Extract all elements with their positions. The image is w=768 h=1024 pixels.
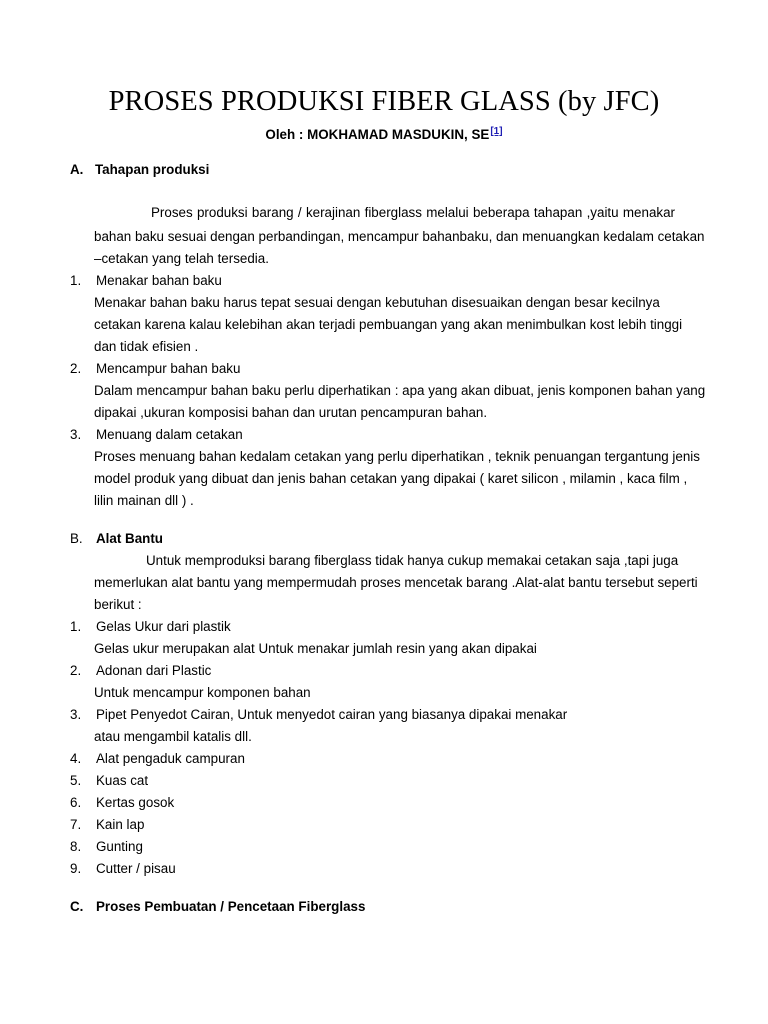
section-c-heading: Proses Pembuatan / Pencetaan Fiberglass [96, 899, 366, 914]
author-name: Oleh : MOKHAMAD MASDUKIN, SE [265, 127, 490, 142]
list-item-title: Alat pengaduk campuran [96, 751, 245, 766]
section-c-marker: C. [70, 899, 84, 914]
list-item-title: Gunting [96, 839, 143, 854]
section-a-intro-line-2: bahan baku sesuai dengan perbandingan, mencampur bahanbaku, dan menuangkan kedalam cetakan [94, 229, 705, 244]
list-item-text: dipakai ,ukuran komposisi bahan dan urutan pencampuran bahan. [94, 405, 488, 420]
list-item-title: Adonan dari Plastic [96, 663, 212, 678]
list-item-title: Kertas gosok [96, 795, 175, 810]
list-item-number: 1. [70, 273, 82, 288]
list-item-text: model produk yang dibuat dan jenis bahan cetakan yang dipakai ( karet silicon , milamin , kaca film , [94, 471, 688, 486]
section-a-marker: A. [70, 162, 84, 177]
section-b-marker: B. [70, 531, 83, 546]
list-item-title: Mencampur bahan baku [96, 361, 241, 376]
list-item-text: lilin mainan dll ) . [94, 493, 194, 508]
section-b-intro-line-1: Untuk memproduksi barang fiberglass tidak hanya cukup memakai cetakan saja ,tapi juga [146, 553, 679, 568]
section-b-intro-line-3: berikut : [94, 597, 142, 612]
list-item-number: 7. [70, 817, 82, 832]
document-title: PROSES PRODUKSI FIBER GLASS (by JFC) [108, 86, 660, 117]
list-item-title: Kuas cat [96, 773, 149, 788]
list-item-number: 2. [70, 663, 82, 678]
list-item-title: Pipet Penyedot Cairan, Untuk menyedot cairan yang biasanya dipakai menakar [96, 707, 568, 722]
list-item-number: 6. [70, 795, 82, 810]
list-item-number: 3. [70, 427, 82, 442]
list-item-text: Menakar bahan baku harus tepat sesuai dengan kebutuhan disesuaikan dengan besar kecilnya [94, 295, 660, 310]
list-item-number: 4. [70, 751, 82, 766]
list-item-title: Menakar bahan baku [96, 273, 222, 288]
list-item-text: atau mengambil katalis dll. [94, 729, 252, 744]
list-item-title: Kain lap [96, 817, 145, 832]
list-item-text: dan tidak efisien . [94, 339, 199, 354]
list-item-text: Gelas ukur merupakan alat Untuk menakar jumlah resin yang akan dipakai [94, 641, 537, 656]
list-item-number: 8. [70, 839, 82, 854]
list-item-text: Dalam mencampur bahan baku perlu diperhatikan : apa yang akan dibuat, jenis komponen bahan yang [94, 383, 706, 398]
list-item-text: cetakan karena kalau kelebihan akan terjadi pembuangan yang akan menimbulkan kost lebih tinggi [94, 317, 683, 332]
section-b-heading: Alat Bantu [96, 531, 163, 546]
list-item-title: Menuang dalam cetakan [96, 427, 243, 442]
author-line [0, 126, 768, 142]
list-item-title: Gelas Ukur dari plastik [96, 619, 231, 634]
section-a-intro-line-3: –cetakan yang telah tersedia. [94, 251, 269, 266]
section-a-intro-line-1: Proses produksi barang / kerajinan fiberglass melalui beberapa tahapan ,yaitu menakar [151, 205, 675, 220]
list-item-number: 1. [70, 619, 82, 634]
list-item-number: 2. [70, 361, 82, 376]
footnote-link[interactable]: [1] [490, 126, 503, 137]
list-item-number: 3. [70, 707, 82, 722]
section-b-intro-line-2: memerlukan alat bantu yang mempermudah proses mencetak barang .Alat-alat bantu tersebut seperti [94, 575, 698, 590]
section-a-heading: Tahapan produksi [95, 162, 210, 177]
list-item-text: Untuk mencampur komponen bahan [94, 685, 311, 700]
list-item-text: Proses menuang bahan kedalam cetakan yang perlu diperhatikan , teknik penuangan tergantung jenis [94, 449, 700, 464]
list-item-number: 9. [70, 861, 82, 876]
list-item-number: 5. [70, 773, 82, 788]
list-item-title: Cutter / pisau [96, 861, 176, 876]
